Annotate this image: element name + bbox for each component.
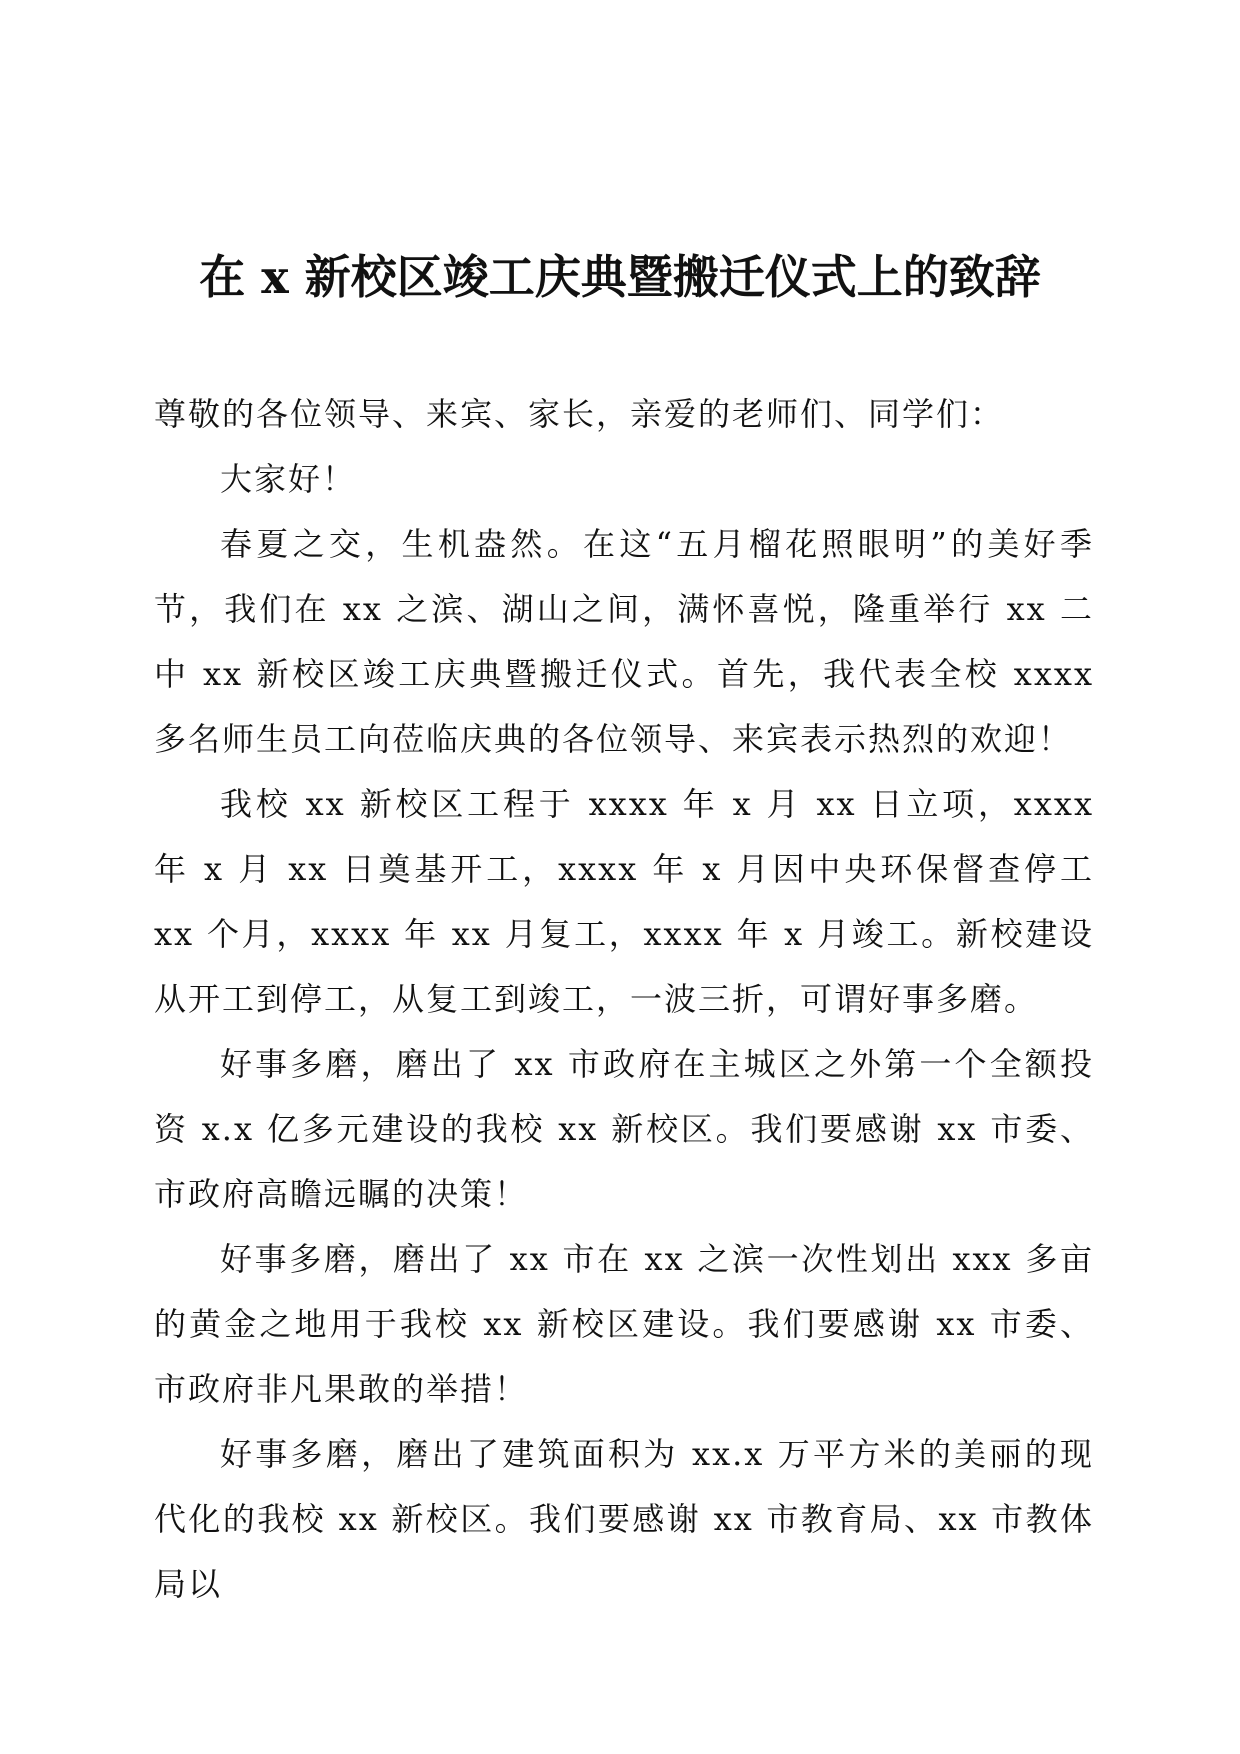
paragraph-construction-history: 我校 xx 新校区工程于 xxxx 年 x 月 xx 日立项，xxxx 年 x 月 xx 日奠基开工，xxxx 年 x 月因中央环保督查停工 xx 个月，xxxx 年 xx 月复工，xxxx 年 x 月竣工。新校建设从开工到停工，从复工到竣工，一波三折，可谓好事多磨。 bbox=[154, 785, 1094, 1018]
paragraph-land: 好事多磨，磨出了 xx 市在 xx 之滨一次性划出 xxx 多亩的黄金之地用于我校 xx 新校区建设。我们要感谢 xx 市委、市政府非凡果敢的举措！ bbox=[154, 1240, 1094, 1408]
document-title: 在 x 新校区竣工庆典暨搬迁仪式上的致辞 bbox=[199, 250, 1041, 304]
paragraph-building-area: 好事多磨，磨出了建筑面积为 xx.x 万平方米的美丽的现代化的我校 xx 新校区。我们要感谢 xx 市教育局、xx 市教体局以 bbox=[154, 1435, 1094, 1603]
paragraph-investment: 好事多磨，磨出了 xx 市政府在主城区之外第一个全额投资 x.x 亿多元建设的我校 xx 新校区。我们要感谢 xx 市委、市政府高瞻远瞩的决策！ bbox=[154, 1045, 1094, 1213]
paragraph-welcome: 春夏之交，生机盎然。在这“五月榴花照眼明”的美好季节，我们在 xx 之滨、湖山之间，满怀喜悦，隆重举行 xx 二中 xx 新校区竣工庆典暨搬迁仪式。首先，我代表全校 xxxx 多名师生员工向莅临庆典的各位领导、来宾表示热烈的欢迎！ bbox=[154, 525, 1094, 758]
document-body bbox=[154, 382, 1094, 1617]
paragraph-greeting: 大家好！ bbox=[220, 460, 357, 498]
salutation: 尊敬的各位领导、来宾、家长，亲爱的老师们、同学们： bbox=[154, 395, 1005, 433]
